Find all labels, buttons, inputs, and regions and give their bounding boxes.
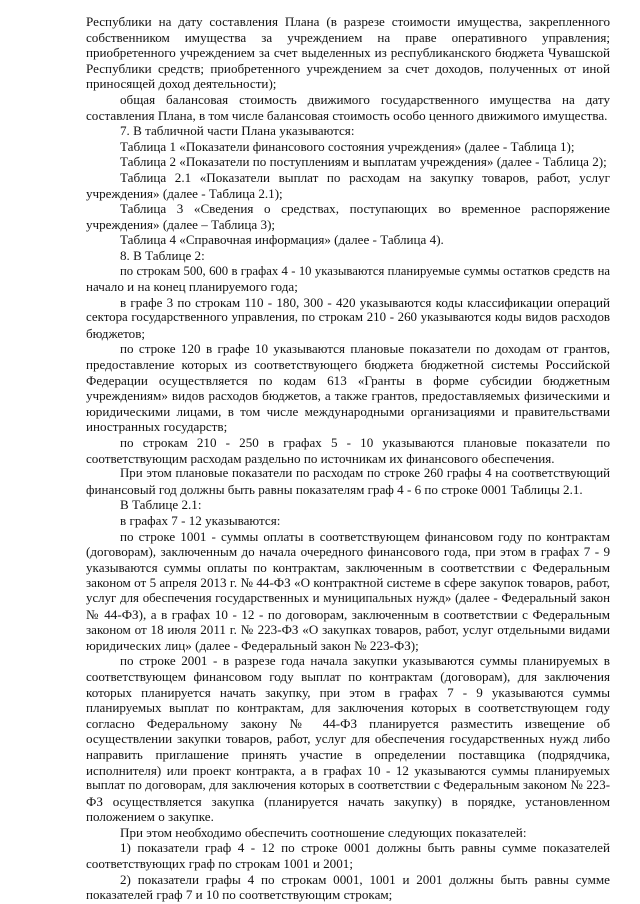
text-line: направить приглашение принять участие в определении поставщика (подрядчика,	[86, 746, 610, 762]
text-line: законом от 18 июля 2011 г. № 223-ФЗ «О закупках товаров, работ, услуг отдельными видами	[86, 622, 610, 638]
text-line: общая балансовая стоимость движимого государственного имущества на дату	[120, 91, 610, 107]
text-line: составления Плана, в том числе балансовая стоимость особо ценного движимого имущества.	[86, 107, 608, 123]
text-line: При этом необходимо обеспечить соотношение следующих показателей:	[120, 824, 527, 840]
text-line: по строке 2001 - в разрезе года начала закупки указываются суммы планируемых в	[120, 653, 610, 669]
text-line: Таблица 2.1 «Показатели выплат по расходам на закупку товаров, работ, услуг	[120, 169, 610, 185]
text-line: иностранных государств;	[86, 419, 228, 435]
text-line: бюджетов;	[86, 325, 146, 341]
text-line: согласно Федеральному закону № 44-ФЗ планируется разместить извещение об	[86, 715, 610, 731]
text-line: по строке 120 в графе 10 указываются плановые показатели по доходам от грантов,	[120, 341, 610, 357]
text-line: учреждения» (далее – Таблица 3);	[86, 216, 276, 232]
text-line: по строкам 210 - 250 в графах 5 - 10 указываются плановые показатели по	[120, 435, 610, 451]
text-line: Таблица 1 «Показатели финансового состояния учреждения» (далее - Таблица 1);	[120, 138, 575, 154]
text-line: Республики на дату составления Плана (в разрезе стоимости имущества, закрепленного	[86, 14, 610, 29]
text-line: 1) показатели граф 4 - 12 по строке 0001 должны быть равны сумме показателей	[120, 840, 610, 856]
text-line: В Таблице 2.1:	[120, 497, 202, 513]
text-line: учреждения» (далее - Таблица 2.1);	[86, 185, 283, 201]
text-line: по строке 1001 - суммы оплаты в соответствующем финансовом году по контрактам	[120, 528, 610, 544]
text-line: соответствующим расходам раздельно по источникам их финансового обеспечения.	[86, 450, 555, 466]
text-line: в графах 7 - 12 указываются:	[120, 513, 281, 528]
text-line: 7. В табличной части Плана указываются:	[120, 123, 355, 139]
text-line: Республики средств; приобретенного учреждением за счет доходов, полученных от иной	[86, 60, 610, 76]
text-line: приносящей доход деятельности);	[86, 76, 277, 92]
text-line: соответствующих граф по строкам 1001 и 2001;	[86, 856, 353, 872]
text-line: исполнителя) или проект контракта, а в графах 10 - 12 указываются суммы планируемых	[86, 762, 610, 778]
text-line: (договорам), заключенным до начала очередного финансового года, при этом в графах 7 - 9	[86, 544, 610, 560]
text-line: в графе 3 по строкам 110 - 180, 300 - 420 указываются коды классификации операций	[120, 294, 610, 310]
text-line: Федерации осуществляется по кодам 613 «Гранты в форме субсидии бюджетным	[86, 372, 610, 388]
text-line: ФЗ осуществляется закупка (планируется начать закупку) в порядке, установленном	[86, 793, 610, 809]
text-line: которых планируется начать закупку, при этом в графах 7 - 9 указываются суммы	[86, 684, 610, 700]
text-line: Таблица 2 «Показатели по поступлениям и выплатам учреждения» (далее - Таблица 2);	[120, 154, 607, 170]
text-line: планируемых выплат по контрактам, для заключения которых в соответствующем году	[86, 700, 610, 716]
text-line: положением о закупке.	[86, 809, 214, 825]
text-line: по строкам 500, 600 в графах 4 - 10 указываются планируемые суммы остатков средств на	[120, 263, 610, 278]
text-line: показателей граф 7 и 10 по соответствующим строкам;	[86, 887, 393, 903]
text-line: начало и на конец планируемого года;	[86, 279, 298, 295]
text-line: законом от 5 апреля 2013 г. № 44-ФЗ «О контрактной системе в сфере закупок товаров, работ,	[86, 575, 610, 591]
text-line: № 44-ФЗ), а в графах 10 - 12 - по договорам, заключенным в соответствии с Федеральным	[86, 606, 610, 622]
text-line: 2) показатели графы 4 по строкам 0001, 1001 и 2001 должны быть равны сумме	[120, 871, 610, 887]
text-line: учреждениям» видов расходов бюджетов, а также грантов, предоставляемых физическими и	[86, 388, 610, 404]
text-line: сектора государственного управления, по строкам 210 - 260 указываются коды видов расходов	[86, 310, 610, 325]
text-line: осуществлении закупки товаров, работ, услуг для обеспечения государственных нужд либо	[86, 731, 610, 747]
text-line: 8. В Таблице 2:	[120, 247, 205, 263]
text-line: Таблица 3 «Сведения о средствах, поступающих во временное распоряжение	[120, 201, 610, 217]
text-line: юридических лиц» (далее - Федеральный закон № 223-ФЗ);	[86, 637, 419, 653]
text-line: услуг для обеспечения государственных и муниципальных нужд» (далее - Федеральный закон	[86, 590, 610, 605]
text-line: соответствующем финансовом году выплат по контрактам (договорам), для заключения	[86, 668, 610, 684]
text-line: выплат по договорам, для заключения которых в соответствии с Федеральным законом № 223-	[86, 778, 610, 793]
text-line: предоставление которых из соответствующего бюджета бюджетной системы Российской	[86, 357, 610, 373]
text-line: указываются суммы оплаты по контрактам, заключенным в соответствии с Федеральным	[86, 559, 610, 575]
text-line: приобретенного учреждением за счет выделенных из республиканского бюджета Чувашской	[86, 45, 610, 61]
text-line: юридическими лицами, в том числе международными организациями и правительствами	[86, 403, 610, 419]
text-line: При этом плановые показатели по расходам по строке 260 графы 4 на соответствующий	[120, 466, 610, 481]
text-line: финансовый год должны быть равны показателям граф 4 - 6 по строке 0001 Таблицы 2.1.	[86, 481, 583, 497]
text-line: Таблица 4 «Справочная информация» (далее - Таблица 4).	[120, 232, 444, 248]
text-line: собственником имущества за учреждением на праве оперативного управления;	[86, 29, 610, 45]
